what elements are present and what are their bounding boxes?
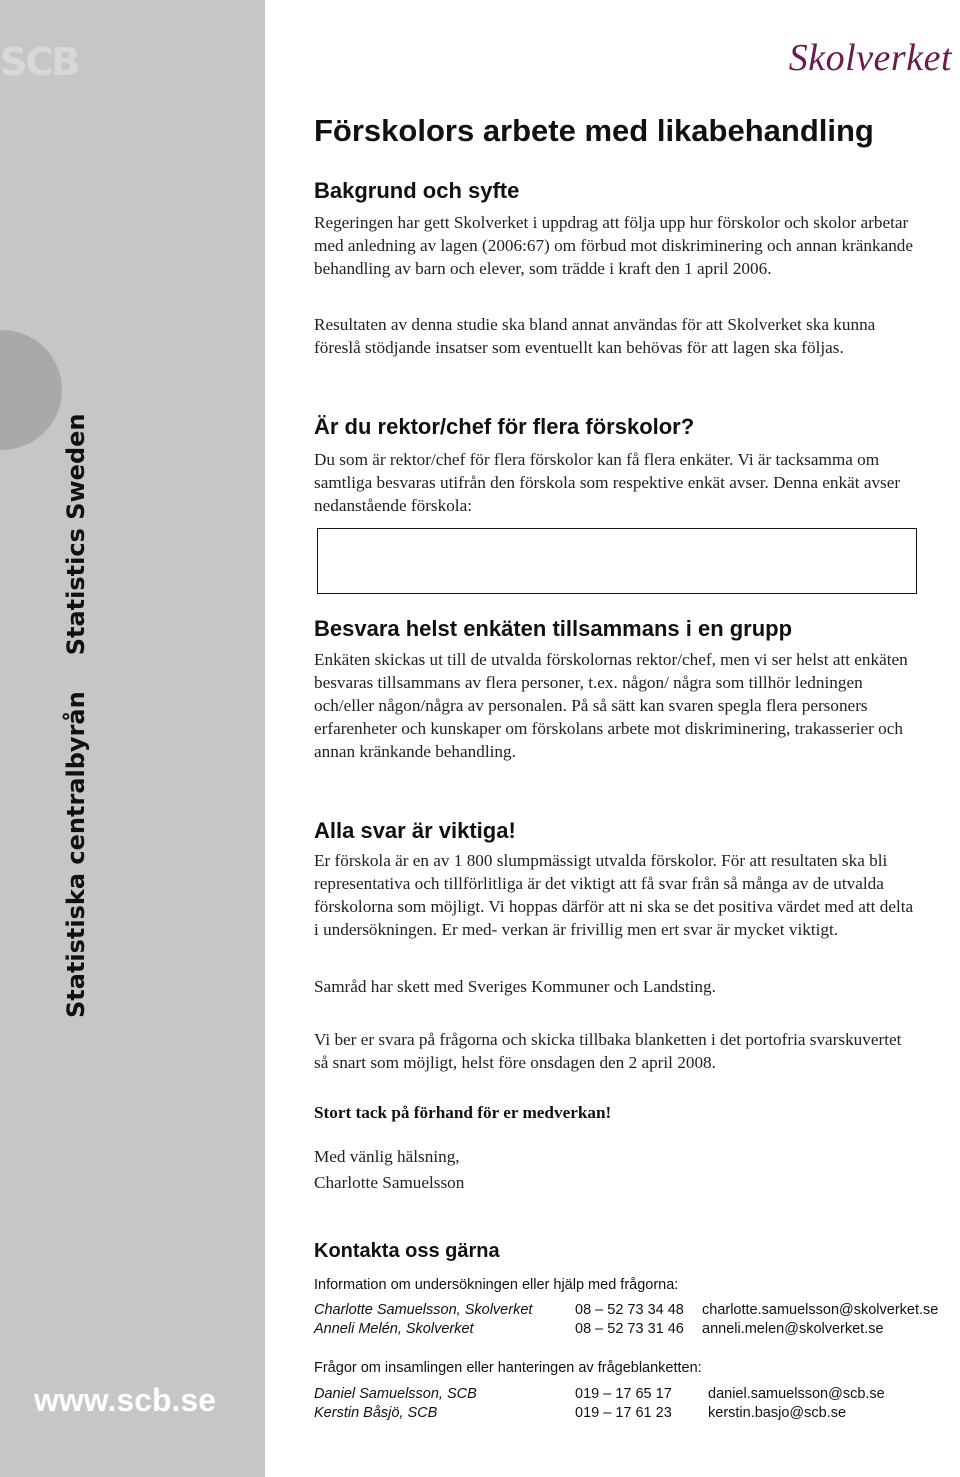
contact-email[interactable]: anneli.melen@skolverket.se — [702, 1321, 884, 1337]
contact-row — [314, 1321, 960, 1339]
contact-info-label-2: Frågor om insamlingen eller hanteringen av frågeblanketten: — [314, 1360, 702, 1376]
contact-row — [314, 1405, 960, 1423]
section-heading-principal: Är du rektor/chef för flera förskolor? — [314, 414, 695, 439]
skolverket-logo: Skolverket — [788, 37, 952, 79]
signature-name: Charlotte Samuelsson — [314, 1173, 465, 1192]
scb-logo-text: SCB — [0, 40, 79, 84]
section-heading-group: Besvara helst enkäten tillsammans i en grupp — [314, 616, 793, 641]
sidebar-label-english: Statistics Sweden — [62, 413, 90, 656]
paragraph-consultation: Samråd har skett med Sveriges Kommuner och Landsting. — [314, 977, 716, 996]
contact-phone: 019 – 17 65 17 — [575, 1386, 672, 1402]
paragraph-background: Regeringen har gett Skolverket i uppdrag att följa upp hur förskolor och skolor arbetar med anledning av lagen (2006:67) om förbud mot diskriminering och annan kränkande behandling av barn och elever, som trädde i kraft den 1 april 2006. — [314, 213, 914, 278]
contact-phone: 019 – 17 61 23 — [575, 1405, 672, 1421]
paragraph-results: Resultaten av denna studie ska bland annat användas för att Skolverket ska kunna föreslå stödjande insatser som eventuellt kan behövas för att lagen ska följas. — [314, 315, 876, 357]
contact-phone: 08 – 52 73 34 48 — [575, 1302, 684, 1318]
contact-info-label-1: Information om undersökningen eller hjälp med frågorna: — [314, 1277, 679, 1293]
contact-name: Anneli Melén, Skolverket — [314, 1321, 474, 1337]
contact-email[interactable]: kerstin.basjo@scb.se — [708, 1405, 847, 1421]
contact-email[interactable]: charlotte.samuelsson@skolverket.se — [702, 1302, 939, 1318]
paragraph-principal: Du som är rektor/chef för flera förskolor kan få flera enkäter. Vi är tacksamma om samtliga besvaras utifrån den förskola som respektive enkät avser. Denna enkät avser nedanstående förskola: — [314, 450, 901, 515]
preschool-name-box — [317, 528, 917, 594]
contact-name: Charlotte Samuelsson, Skolverket — [314, 1302, 533, 1318]
page-title: Förskolors arbete med likabehandling — [314, 113, 874, 148]
contact-row — [314, 1386, 960, 1404]
paragraph-sample: Er förskola är en av 1 800 slumpmässigt utvalda förskolor. För att resultaten ska bli representativa och tillförlitliga är det viktigt att få svar från så många av de utvalda förskolorna som möjligt. Vi hoppas därför att ni ska se det positiva värdet med att delta i undersökningen. Er med- verkan är frivillig men ert svar är mycket viktigt. — [314, 851, 914, 939]
section-heading-important: Alla svar är viktiga! — [314, 818, 516, 843]
section-heading-background: Bakgrund och syfte — [314, 178, 520, 203]
scb-logo — [0, 330, 62, 450]
greeting-text: Med vänlig hälsning, — [314, 1147, 460, 1166]
website-url[interactable]: www.scb.se — [34, 1382, 216, 1418]
paragraph-group: Enkäten skickas ut till de utvalda förskolornas rektor/chef, men vi ser helst att enkäten besvaras tillsammans av flera personer, t.ex. någon/ några som tillhör ledningen och/eller någon/några av personalen. På så sätt kan svaren spegla flera personers erfarenheter och kunskaper om förskolans arbete mot diskriminering, trakasserier och annan kränkande behandling. — [314, 650, 908, 761]
thanks-text: Stort tack på förhand för er medverkan! — [314, 1103, 612, 1122]
contact-phone: 08 – 52 73 31 46 — [575, 1321, 684, 1337]
contact-heading: Kontakta oss gärna — [314, 1240, 500, 1262]
sidebar-label-swedish: Statistiska centralbyrån — [62, 691, 90, 1018]
contact-name: Daniel Samuelsson, SCB — [314, 1386, 477, 1402]
sidebar-vertical-title — [62, 414, 90, 1018]
sidebar — [0, 0, 265, 1477]
contact-row — [314, 1302, 960, 1320]
paragraph-instructions: Vi ber er svara på frågorna och skicka tillbaka blanketten i det portofria svarskuvertet så snart som möjligt, helst före onsdagen den 2 april 2008. — [314, 1030, 902, 1072]
contact-email[interactable]: daniel.samuelsson@scb.se — [708, 1386, 885, 1402]
contact-name: Kerstin Båsjö, SCB — [314, 1405, 438, 1421]
